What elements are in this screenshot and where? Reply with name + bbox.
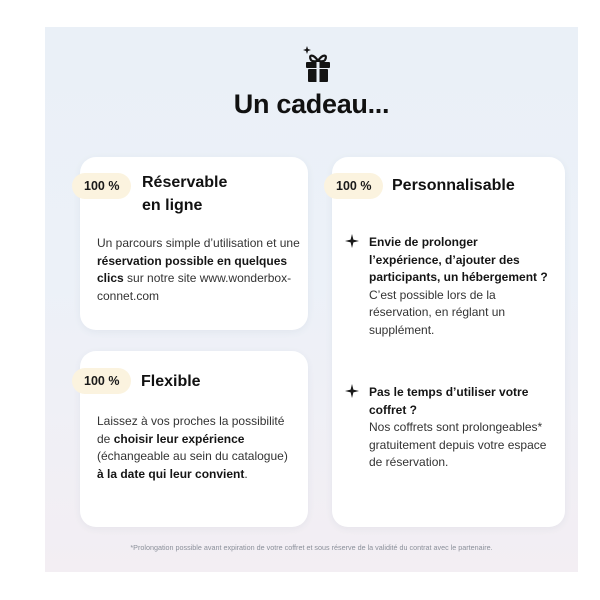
percent-badge: 100 % <box>72 173 131 199</box>
sparkle-icon <box>345 234 359 248</box>
body-text: sur notre site www.wonderbox-connet.com <box>97 271 292 303</box>
body-text: (échangeable au sein du catalogue) <box>97 449 288 463</box>
card-heading-line1: Réservable <box>142 174 228 191</box>
feature-item-answer: Nos coffrets sont prolongeables* gratuitement depuis votre espace de réservation. <box>369 420 547 469</box>
body-bold: réservation possible en quelques clics <box>97 253 288 285</box>
sparkle-icon <box>345 384 359 398</box>
card-body <box>97 413 295 483</box>
page-title: Un cadeau... <box>233 89 390 119</box>
footnote: *Prolongation possible avant expiration de votre coffret et sous réserve de la validité du contrat avec le partenaire. <box>130 543 493 552</box>
percent-badge: 100 % <box>324 173 383 199</box>
card-heading <box>142 171 227 217</box>
gift-icon <box>303 45 333 85</box>
card-heading: Flexible <box>141 373 201 390</box>
body-bold: à la date qui leur convient <box>97 466 245 481</box>
promo-panel <box>45 27 578 572</box>
gift-sparkle-icon <box>303 46 311 54</box>
body-text: Laissez à vos proches la possibilité de <box>97 414 285 446</box>
feature-item-question: Pas le temps d’utiliser votre coffret ? <box>369 385 529 417</box>
card-body <box>97 235 302 305</box>
card-personnalisable <box>332 157 565 527</box>
card-flexible <box>80 351 308 527</box>
percent-badge: 100 % <box>72 368 131 394</box>
feature-item <box>369 384 551 472</box>
card-heading: Personnalisable <box>392 177 515 194</box>
feature-item <box>369 234 551 339</box>
card-reservable <box>80 157 308 330</box>
card-heading-line2: en ligne <box>142 197 203 214</box>
feature-item-answer: C’est possible lors de la réservation, en réglant un supplément. <box>369 287 506 337</box>
body-text: Un parcours simple d’utilisation et une <box>97 236 300 250</box>
body-bold: choisir leur expérience <box>113 431 245 446</box>
feature-item-question: Envie de prolonger l’expérience, d’ajouter des participants, un hébergement ? <box>369 235 548 284</box>
body-text: . <box>244 466 248 481</box>
